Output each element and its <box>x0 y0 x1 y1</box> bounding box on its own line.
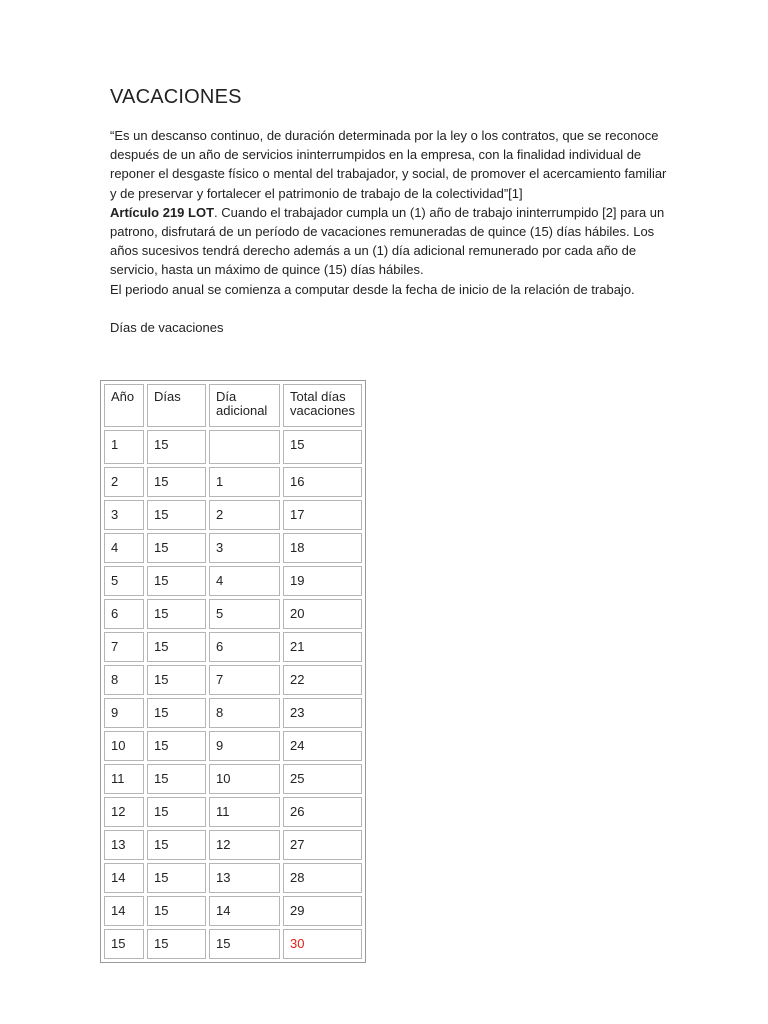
cell-ano: 8 <box>104 665 144 695</box>
cell-dia-adicional: 11 <box>209 797 280 827</box>
header-cell-total: Total días vacaciones <box>283 384 362 427</box>
cell-dias: 15 <box>147 731 206 761</box>
table-body <box>104 384 362 959</box>
cell-total: 16 <box>283 467 362 497</box>
cell-ano: 3 <box>104 500 144 530</box>
period-text: El periodo anual se comienza a computar desde la fecha de inicio de la relación de trabajo. <box>110 281 635 297</box>
table-header-row <box>104 384 362 427</box>
cell-dias: 15 <box>147 863 206 893</box>
cell-ano: 15 <box>104 929 144 959</box>
table-row <box>104 467 362 497</box>
cell-ano: 14 <box>104 863 144 893</box>
table-row <box>104 797 362 827</box>
cell-total: 24 <box>283 731 362 761</box>
cell-dias: 15 <box>147 797 206 827</box>
cell-dias: 15 <box>147 632 206 662</box>
cell-dia-adicional: 7 <box>209 665 280 695</box>
cell-dias: 15 <box>147 599 206 629</box>
cell-dia-adicional: 1 <box>209 467 280 497</box>
table-row <box>104 896 362 926</box>
cell-dias: 15 <box>147 467 206 497</box>
cell-dias: 15 <box>147 830 206 860</box>
cell-total: 20 <box>283 599 362 629</box>
document-page <box>110 84 670 337</box>
cell-total: 17 <box>283 500 362 530</box>
cell-total: 29 <box>283 896 362 926</box>
table-row <box>104 830 362 860</box>
header-cell-dias: Días <box>147 384 206 427</box>
cell-ano: 2 <box>104 467 144 497</box>
table-row <box>104 430 362 464</box>
cell-dia-adicional: 5 <box>209 599 280 629</box>
cell-dias: 15 <box>147 566 206 596</box>
cell-dia-adicional: 4 <box>209 566 280 596</box>
header-cell-dia-adicional: Día adicional <box>209 384 280 427</box>
article-label: Artículo 219 LOT <box>110 204 215 220</box>
section-subtitle: Días de vacaciones <box>110 319 224 335</box>
table-row <box>104 599 362 629</box>
cell-total: 26 <box>283 797 362 827</box>
cell-dias: 15 <box>147 665 206 695</box>
cell-ano: 5 <box>104 566 144 596</box>
cell-ano: 1 <box>104 430 144 464</box>
cell-dia-adicional: 14 <box>209 896 280 926</box>
table-row <box>104 731 362 761</box>
cell-total: 22 <box>283 665 362 695</box>
table-row <box>104 665 362 695</box>
cell-dias: 15 <box>147 929 206 959</box>
table-row <box>104 533 362 563</box>
cell-dias: 15 <box>147 764 206 794</box>
cell-dia-adicional: 12 <box>209 830 280 860</box>
cell-dias: 15 <box>147 533 206 563</box>
cell-total: 23 <box>283 698 362 728</box>
cell-ano: 10 <box>104 731 144 761</box>
quote-paragraph <box>110 126 670 299</box>
table-row <box>104 566 362 596</box>
cell-dias: 15 <box>147 430 206 464</box>
cell-ano: 7 <box>104 632 144 662</box>
table-row <box>104 500 362 530</box>
cell-ano: 13 <box>104 830 144 860</box>
cell-ano: 4 <box>104 533 144 563</box>
cell-dia-adicional: 3 <box>209 533 280 563</box>
cell-dia-adicional: 13 <box>209 863 280 893</box>
table-row <box>104 764 362 794</box>
cell-dias: 15 <box>147 698 206 728</box>
cell-dia-adicional: 8 <box>209 698 280 728</box>
cell-total: 18 <box>283 533 362 563</box>
cell-dia-adicional: 2 <box>209 500 280 530</box>
cell-dia-adicional: 15 <box>209 929 280 959</box>
cell-ano: 6 <box>104 599 144 629</box>
article-text: . Cuando el trabajador cumpla un (1) año de trabajo ininterrumpido [2] para un patrono, disfrutará de un período de vacaciones remuneradas de quince (15) días hábiles. Los años sucesivos tendrá derecho además a un (1) día adicional remunerado por cada año de servicio, hasta un máximo de quince (15) días hábiles. <box>110 204 665 278</box>
cell-ano: 11 <box>104 764 144 794</box>
cell-dia-adicional: 10 <box>209 764 280 794</box>
cell-total: 25 <box>283 764 362 794</box>
cell-total: 28 <box>283 863 362 893</box>
cell-dias: 15 <box>147 896 206 926</box>
vacation-days-table <box>100 380 366 963</box>
body-text <box>110 126 670 299</box>
table-row <box>104 863 362 893</box>
header-cell-ano: Año <box>104 384 144 427</box>
cell-ano: 9 <box>104 698 144 728</box>
cell-ano: 14 <box>104 896 144 926</box>
cell-total: 27 <box>283 830 362 860</box>
cell-total: 15 <box>283 430 362 464</box>
table-row <box>104 929 362 959</box>
cell-total: 30 <box>283 929 362 959</box>
cell-dia-adicional: 6 <box>209 632 280 662</box>
cell-total: 21 <box>283 632 362 662</box>
quote-text: “Es un descanso continuo, de duración determinada por la ley o los contratos, que se reconoce después de un año de servicios ininterrumpidos en la empresa, con la finalidad individual de reponer el desgaste físico o mental del trabajador, y social, de promover el acercamiento familiar y de preservar y fortalecer el patrimonio de trabajo de la colectividad”[1] <box>110 128 667 201</box>
table-row <box>104 698 362 728</box>
cell-ano: 12 <box>104 797 144 827</box>
cell-dia-adicional: 9 <box>209 731 280 761</box>
table-row <box>104 632 362 662</box>
cell-total: 19 <box>283 566 362 596</box>
cell-dia-adicional <box>209 430 280 464</box>
page-title: VACACIONES <box>110 86 242 108</box>
cell-dias: 15 <box>147 500 206 530</box>
